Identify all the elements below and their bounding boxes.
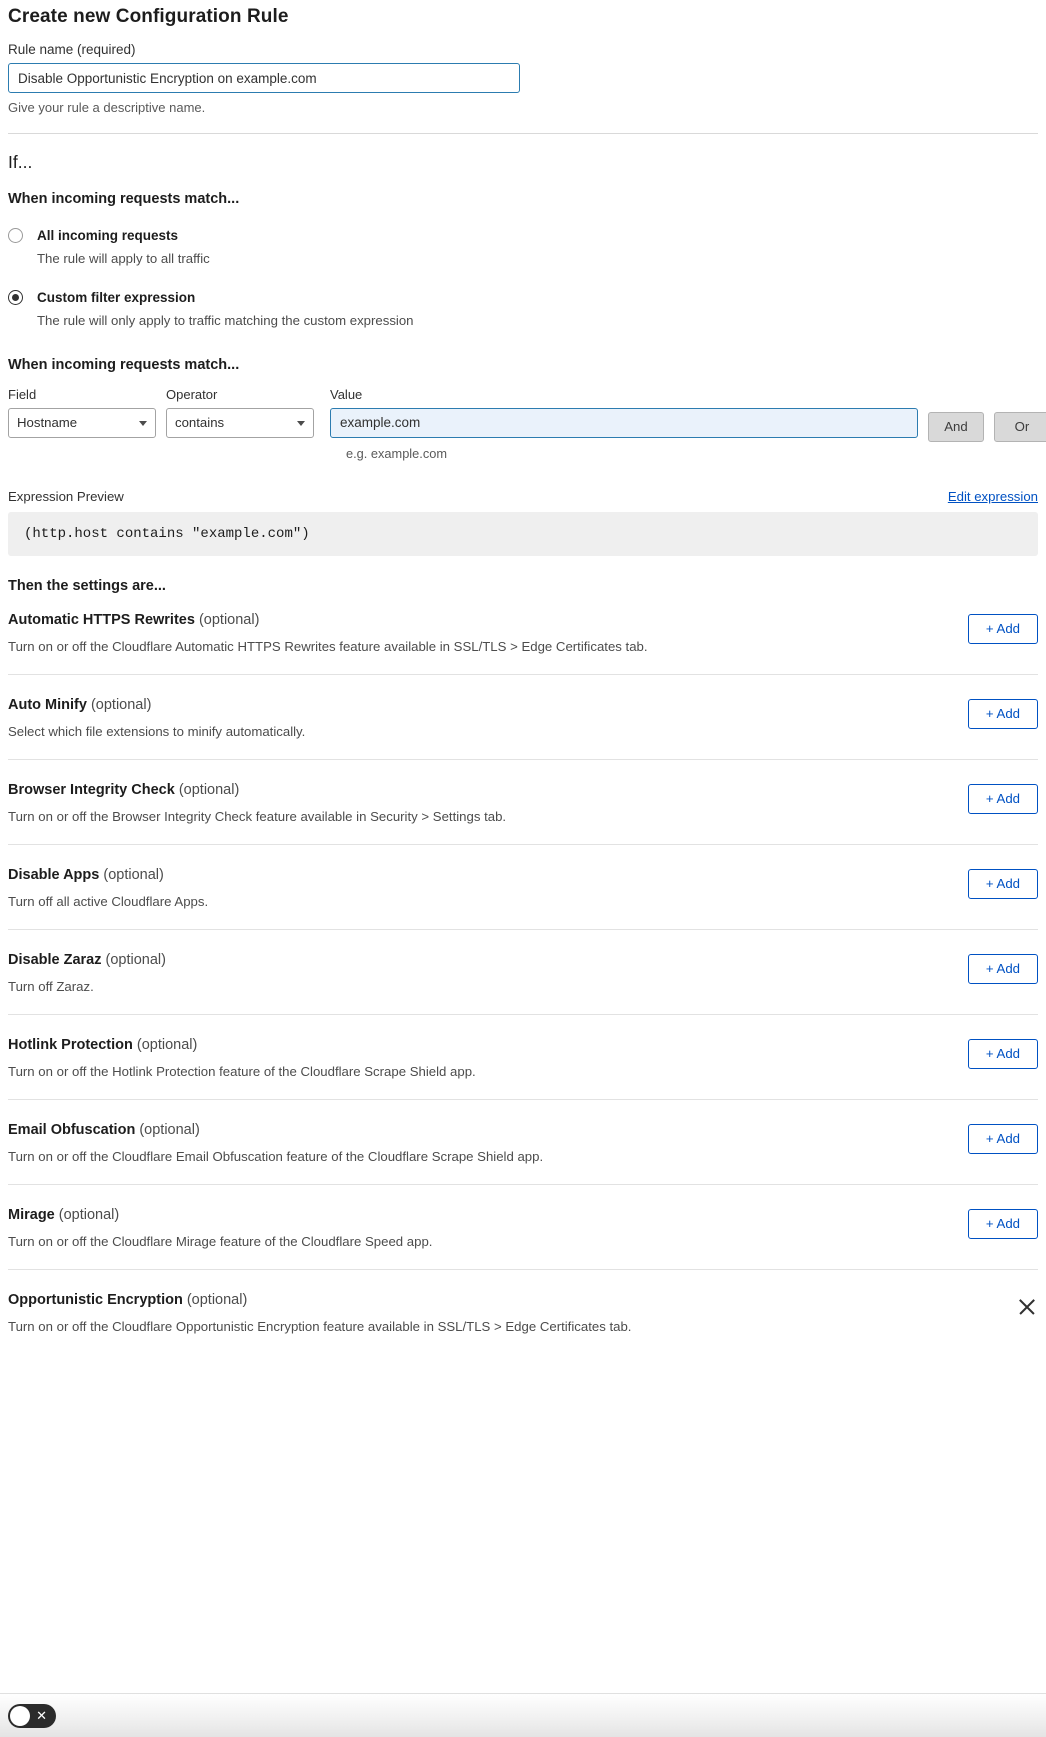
value-hint: e.g. example.com — [346, 445, 448, 461]
expression-preview-header — [8, 489, 1038, 504]
setting-row-opportunistic-encryption — [8, 1270, 1038, 1354]
expression-builder-heading: When incoming requests match... — [8, 356, 240, 373]
setting-optional: (optional) — [178, 781, 240, 798]
radio-title: All incoming requests — [37, 228, 179, 243]
rule-name-group — [8, 42, 1038, 115]
add-button[interactable]: + Add — [968, 699, 1038, 729]
radio-desc: The rule will apply to all traffic — [37, 251, 210, 267]
operator-label: Operator — [166, 386, 218, 402]
setting-optional: (optional) — [198, 611, 260, 628]
setting-desc: Turn off Zaraz. — [8, 978, 94, 994]
rule-name-input[interactable] — [8, 63, 520, 93]
setting-name — [8, 1122, 543, 1138]
radio-desc: The rule will only apply to traffic matching the custom expression — [37, 313, 414, 329]
setting-toggle[interactable] — [8, 1704, 56, 1728]
setting-row — [8, 594, 1038, 675]
setting-optional: (optional) — [186, 1291, 248, 1308]
setting-desc: Turn on or off the Browser Integrity Check feature available in Security > Settings tab. — [8, 808, 507, 824]
setting-title: Hotlink Protection — [8, 1036, 133, 1053]
setting-optional: (optional) — [105, 951, 166, 968]
value-label: Value — [330, 386, 363, 402]
radio-custom-filter-expression[interactable] — [8, 287, 1038, 331]
and-button[interactable]: And — [928, 412, 984, 442]
setting-row — [8, 930, 1038, 1015]
add-button[interactable]: + Add — [968, 614, 1038, 644]
setting-row — [8, 760, 1038, 845]
field-select[interactable] — [8, 408, 156, 438]
expression-preview-box: (http.host contains "example.com") — [8, 512, 1038, 556]
setting-title: Mirage — [8, 1206, 55, 1223]
setting-optional: (optional) — [136, 1036, 198, 1053]
then-section-title: Then the settings are... — [8, 577, 166, 594]
close-icon[interactable] — [1016, 1296, 1038, 1318]
expression-preview-label: Expression Preview — [8, 488, 124, 504]
radio-title: Custom filter expression — [37, 289, 196, 305]
setting-optional: (optional) — [90, 696, 152, 713]
setting-desc: Turn on or off the Cloudflare Opportunistic Encryption feature available in SSL/TLS > Edge Certificates tab. — [8, 1318, 632, 1334]
setting-optional: (optional) — [139, 1121, 200, 1138]
add-button[interactable]: + Add — [968, 869, 1038, 899]
setting-name — [8, 612, 648, 628]
match-heading: When incoming requests match... — [8, 191, 240, 207]
value-input[interactable] — [330, 408, 918, 438]
value-column — [330, 387, 918, 461]
rule-name-help: Give your rule a descriptive name. — [8, 100, 206, 115]
add-button[interactable]: + Add — [968, 1124, 1038, 1154]
match-options — [8, 225, 1038, 331]
bottom-bar — [0, 1693, 1046, 1737]
divider — [8, 133, 1038, 134]
add-button[interactable]: + Add — [968, 1209, 1038, 1239]
page-title: Create new Configuration Rule — [8, 6, 289, 27]
setting-title: Disable Zaraz — [8, 951, 102, 968]
setting-row — [8, 1015, 1038, 1100]
setting-title: Disable Apps — [8, 866, 100, 883]
setting-row — [8, 1100, 1038, 1185]
radio-icon-selected[interactable] — [8, 290, 23, 305]
field-select-wrap — [8, 408, 156, 438]
setting-row — [8, 675, 1038, 760]
edit-expression-link[interactable]: Edit expression — [947, 488, 1038, 504]
setting-row — [8, 845, 1038, 930]
setting-desc: Turn on or off the Hotlink Protection feature of the Cloudflare Scrape Shield app. — [8, 1063, 476, 1079]
expression-builder — [8, 387, 1038, 461]
radio-all-incoming-requests[interactable] — [8, 225, 1038, 269]
setting-desc: Select which file extensions to minify automatically. — [8, 723, 306, 739]
toggle-knob — [10, 1706, 30, 1726]
setting-name — [8, 782, 506, 798]
setting-name — [8, 867, 208, 883]
setting-name — [8, 697, 305, 713]
setting-title: Auto Minify — [8, 696, 87, 713]
setting-optional: (optional) — [58, 1206, 120, 1223]
setting-name — [8, 1292, 631, 1308]
settings-list — [8, 594, 1038, 1354]
setting-desc: Turn on or off the Cloudflare Mirage feature of the Cloudflare Speed app. — [8, 1233, 433, 1249]
operator-select-wrap — [166, 408, 314, 438]
setting-name — [8, 952, 166, 968]
setting-title: Browser Integrity Check — [8, 781, 175, 798]
setting-desc: Turn off all active Cloudflare Apps. — [8, 893, 209, 909]
operator-select[interactable] — [166, 408, 314, 438]
logic-buttons — [928, 412, 1046, 442]
field-label: Field — [8, 386, 37, 402]
add-button[interactable]: + Add — [968, 1039, 1038, 1069]
setting-title: Email Obfuscation — [8, 1121, 136, 1138]
operator-column — [166, 387, 314, 438]
setting-title: Opportunistic Encryption — [8, 1291, 183, 1308]
setting-optional: (optional) — [103, 866, 164, 883]
field-column — [8, 387, 156, 438]
rule-name-label: Rule name (required) — [8, 42, 136, 57]
if-section-title: If... — [8, 152, 33, 172]
or-button[interactable]: Or — [994, 412, 1046, 442]
setting-desc: Turn on or off the Cloudflare Email Obfuscation feature of the Cloudflare Scrape Shield app. — [8, 1148, 544, 1164]
add-button[interactable]: + Add — [968, 954, 1038, 984]
setting-desc: Turn on or off the Cloudflare Automatic HTTPS Rewrites feature available in SSL/TLS > Edge Certificates tab. — [8, 638, 648, 654]
setting-title: Automatic HTTPS Rewrites — [8, 611, 195, 628]
setting-name — [8, 1037, 476, 1053]
toggle-off-icon: ✕ — [36, 1707, 47, 1723]
radio-icon[interactable] — [8, 228, 23, 243]
setting-name — [8, 1207, 432, 1223]
setting-row — [8, 1185, 1038, 1270]
add-button[interactable]: + Add — [968, 784, 1038, 814]
